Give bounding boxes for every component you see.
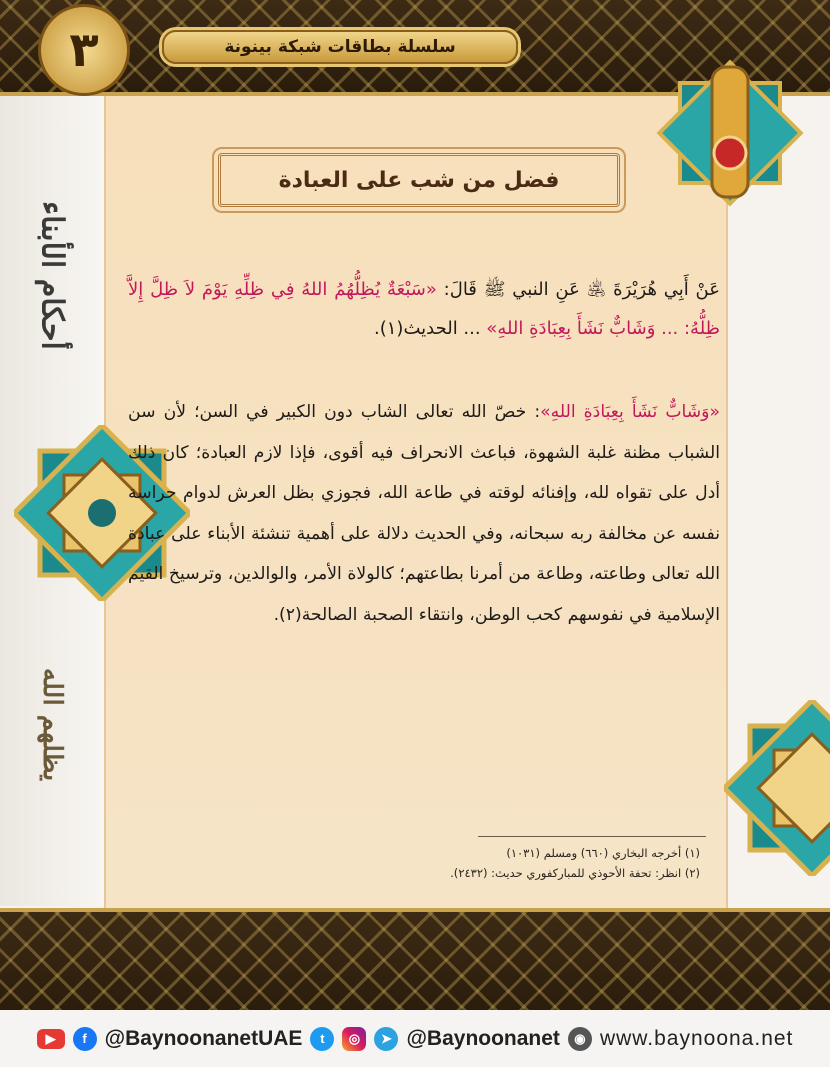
youtube-icon[interactable]: ▶ <box>37 1029 65 1049</box>
islamic-star-ornament-right <box>724 700 830 876</box>
footnote-2: (٢) انظر: تحفة الأحوذي للمباركفوري حديث: (٢٤٣٢). <box>450 866 700 880</box>
series-title: سلسلة بطاقات شبكة بينونة <box>224 37 456 57</box>
hadith-footnote-ref: (١). <box>374 318 404 339</box>
twitter-icon[interactable]: t <box>310 1027 334 1051</box>
globe-icon[interactable]: ◉ <box>568 1027 592 1051</box>
commentary-quote: «وَشَابٌّ نَشَأَ بِعِبَادَةِ اللهِ» <box>540 402 720 423</box>
card-number: ٣ <box>69 22 99 78</box>
side-calligraphy-title: أحكام الأبناء <box>34 200 70 350</box>
telegram-icon[interactable]: ➤ <box>374 1027 398 1051</box>
instagram-icon[interactable]: ◎ <box>342 1027 366 1051</box>
social-footer <box>0 1010 830 1067</box>
handle-uae[interactable]: @BaynoonanetUAE <box>104 1026 303 1050</box>
hadith-quote: «سَبْعَةٌ يُظِلُّهُمُ اللهُ فِي ظِلِّهِ يَوْمَ لاَ ظِلَّ إِلاَّ ظِلُّهُ: ... وَشَابٌّ نَشَأَ بِعِبَادَةِ اللهِ» <box>128 279 720 339</box>
bottom-ornamental-band <box>0 908 830 1014</box>
section-title: فضل من شب على العبادة <box>278 167 560 193</box>
commentary-footnote-ref: (٢). <box>273 604 302 625</box>
footnote-divider <box>478 836 706 837</box>
hadith-tail: ... الحديث <box>403 318 481 339</box>
hadith-lead: عَنْ أَبِي هُرَيْرَةَ ﵁ عَنِ النبي ﷺ قَالَ: <box>436 279 720 300</box>
card-number-badge <box>38 4 130 96</box>
series-banner <box>162 30 518 64</box>
hadith-paragraph <box>128 270 720 348</box>
section-title-frame <box>218 153 620 207</box>
footnote-1: (١) أخرجه البخاري (٦٦٠) ومسلم (١٠٣١) <box>506 846 700 860</box>
handle[interactable]: @Baynoonanet <box>406 1026 560 1050</box>
commentary-text: : خصّ الله تعالى الشاب دون الكبير في السن؛ لأن سن الشباب مظنة غلبة الشهوة، فباعث الانحراف فيه أقوى، فإذا لازم العبادة؛ كان ذلك أدل على تقواه لله، وإفنائه لوقته في طاعة الله، فجوزي بظل العرش لدوام حراسة نفسه عن مخالفة ربه سبحانه، وفي الحديث دلالة على أهمية تنشئة الأبناء على عبادة الله تعالى وطاعته، وطاعة من أمرنا بطاعتهم؛ كالولاة الأمر، والوالدين، وترسيخ القيم الإسلامية في نفوسهم كحب الوطن، وانتقاء الصحبة الصالحة <box>128 402 720 625</box>
baynoona-logo-emblem <box>650 58 810 208</box>
commentary-paragraph <box>128 392 720 635</box>
side-calligraphy-subtitle: يظلهم الله <box>37 668 67 782</box>
website-link[interactable]: www.baynoona.net <box>599 1026 794 1050</box>
facebook-icon[interactable]: f <box>73 1027 97 1051</box>
